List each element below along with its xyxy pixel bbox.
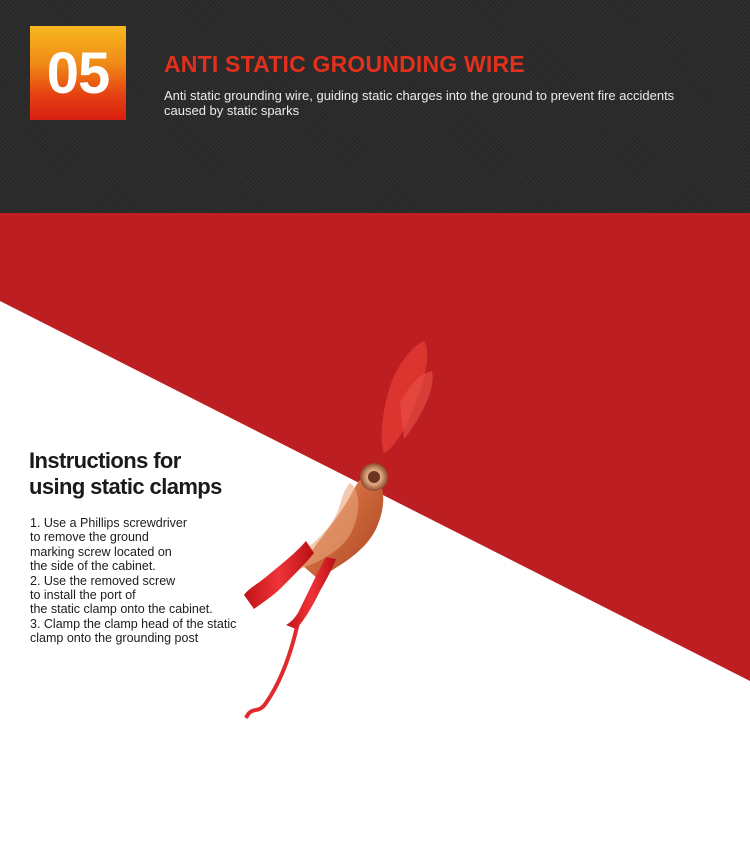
step-line: the static clamp onto the cabinet. (30, 602, 213, 617)
step-line: 1. Use a Phillips screwdriver (30, 516, 187, 530)
step-line: 2. Use the removed screw (30, 573, 176, 588)
step-line: marking screw located on (30, 544, 172, 559)
step-line: 3. Clamp the clamp head of the static (30, 616, 237, 631)
instructions-heading-line: Instructions for (29, 448, 181, 473)
step-line: to install the port of (30, 588, 136, 603)
step-line: clamp onto the grounding post (30, 631, 199, 646)
step-line: to remove the ground (30, 530, 149, 545)
instructions-steps (30, 516, 270, 646)
instructions-heading (29, 448, 222, 500)
section-subtitle: Anti static grounding wire, guiding static charges into the ground to prevent fire accidents caused by static sparks (164, 88, 675, 118)
section-number-badge (30, 26, 126, 120)
section-title: ANTI STATIC GROUNDING WIRE (164, 51, 525, 77)
section-number: 05 (46, 40, 110, 106)
instructions-heading-line: using static clamps (29, 474, 222, 499)
step-line: the side of the cabinet. (30, 559, 156, 574)
header-banner (0, 0, 750, 213)
